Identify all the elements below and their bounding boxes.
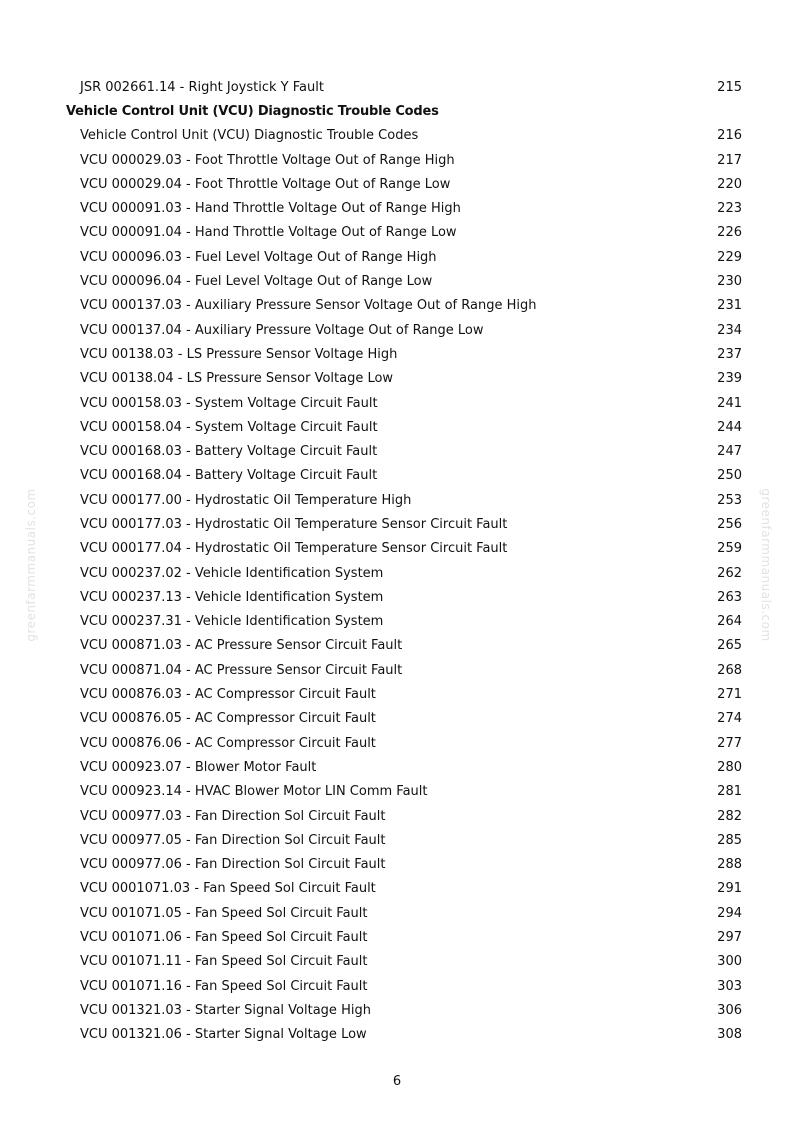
toc-entry-title: VCU 000237.13 - Vehicle Identification System (80, 589, 384, 605)
toc-entry-title: VCU 000096.04 - Fuel Level Voltage Out of Range Low (80, 274, 433, 290)
toc-entry-page: 285 (717, 832, 742, 848)
toc-entry-page: 234 (717, 322, 742, 338)
toc-entry[interactable] (66, 804, 742, 828)
toc-entry-page: 250 (717, 468, 742, 484)
toc-entry-title: VCU 000137.04 - Auxiliary Pressure Voltage Out of Range Low (80, 322, 484, 338)
toc-entry-page: 215 (717, 79, 742, 95)
toc-entry[interactable] (66, 488, 742, 512)
toc-entry[interactable] (66, 950, 742, 974)
toc-entry-title: VCU 001321.03 - Starter Signal Voltage High (80, 1002, 371, 1018)
page-number: 6 (392, 1074, 402, 1089)
toc-entry[interactable] (66, 780, 742, 804)
toc-entry-page: 259 (717, 541, 742, 557)
toc-entry-title: VCU 000177.04 - Hydrostatic Oil Temperature Sensor Circuit Fault (80, 541, 508, 557)
toc-entry-title: VCU 000168.03 - Battery Voltage Circuit Fault (80, 444, 378, 460)
toc-entry[interactable] (66, 75, 742, 99)
watermark-right: greenfarmmanuals.com (759, 488, 773, 642)
table-of-contents (66, 75, 742, 1047)
toc-entry[interactable] (66, 221, 742, 245)
toc-entry-title: VCU 000876.03 - AC Compressor Circuit Fault (80, 687, 376, 703)
toc-entry-page: 263 (717, 589, 742, 605)
toc-entry[interactable] (66, 439, 742, 463)
toc-entry-page: 303 (717, 978, 742, 994)
toc-entry-title: VCU 001071.11 - Fan Speed Sol Circuit Fault (80, 954, 368, 970)
toc-entry[interactable] (66, 245, 742, 269)
toc-entry-page: 230 (717, 274, 742, 290)
toc-entry-title: VCU 000923.14 - HVAC Blower Motor LIN Comm Fault (80, 784, 428, 800)
toc-entry-title: VCU 001071.05 - Fan Speed Sol Circuit Fault (80, 905, 368, 921)
toc-entry[interactable] (66, 925, 742, 949)
toc-entry-page: 288 (717, 857, 742, 873)
toc-entry-title: VCU 000158.04 - System Voltage Circuit Fault (80, 419, 378, 435)
toc-entry-title: VCU 000871.03 - AC Pressure Sensor Circuit Fault (80, 638, 403, 654)
toc-entry-title: VCU 001321.06 - Starter Signal Voltage Low (80, 1027, 367, 1043)
toc-entry-title: VCU 000091.04 - Hand Throttle Voltage Out of Range Low (80, 225, 457, 241)
toc-entry[interactable] (66, 124, 742, 148)
toc-entry-title: VCU 000977.03 - Fan Direction Sol Circuit Fault (80, 808, 386, 824)
toc-entry-title: VCU 00138.03 - LS Pressure Sensor Voltage High (80, 346, 398, 362)
watermark-left: greenfarmmanuals.com (24, 488, 38, 642)
toc-entry[interactable] (66, 634, 742, 658)
toc-entry-page: 265 (717, 638, 742, 654)
toc-entry-page: 280 (717, 759, 742, 775)
toc-entry[interactable] (66, 998, 742, 1022)
toc-entry-page: 262 (717, 565, 742, 581)
toc-entry-title: VCU 001071.06 - Fan Speed Sol Circuit Fault (80, 930, 368, 946)
toc-entry-title: VCU 000029.04 - Foot Throttle Voltage Out of Range Low (80, 176, 451, 192)
toc-entry[interactable] (66, 537, 742, 561)
toc-entry[interactable] (66, 464, 742, 488)
toc-entry-title: VCU 000237.02 - Vehicle Identification System (80, 565, 384, 581)
toc-entry-page: 223 (717, 201, 742, 217)
toc-entry[interactable] (66, 367, 742, 391)
toc-entry[interactable] (66, 682, 742, 706)
toc-entry[interactable] (66, 901, 742, 925)
toc-entry[interactable] (66, 415, 742, 439)
toc-entry-title: VCU 001071.16 - Fan Speed Sol Circuit Fault (80, 978, 368, 994)
toc-entry[interactable] (66, 512, 742, 536)
toc-entry[interactable] (66, 196, 742, 220)
toc-entry-title: VCU 000177.00 - Hydrostatic Oil Temperature High (80, 492, 412, 508)
toc-entry-page: 291 (717, 881, 742, 897)
toc-entry-title: VCU 000177.03 - Hydrostatic Oil Temperature Sensor Circuit Fault (80, 516, 508, 532)
toc-entry[interactable] (66, 148, 742, 172)
toc-entry[interactable] (66, 269, 742, 293)
toc-entry-page: 244 (717, 419, 742, 435)
toc-entry-title: VCU 000137.03 - Auxiliary Pressure Sensor Voltage Out of Range High (80, 298, 537, 314)
toc-entry-page: 226 (717, 225, 742, 241)
toc-entry-page: 268 (717, 662, 742, 678)
toc-entry-title: VCU 000977.05 - Fan Direction Sol Circuit Fault (80, 832, 386, 848)
toc-entry-title: Vehicle Control Unit (VCU) Diagnostic Trouble Codes (66, 103, 439, 119)
toc-entry-title: VCU 0001071.03 - Fan Speed Sol Circuit Fault (80, 881, 376, 897)
toc-entry-title: VCU 000091.03 - Hand Throttle Voltage Out of Range High (80, 201, 461, 217)
toc-entry-page: 247 (717, 444, 742, 460)
toc-entry-title: VCU 000237.31 - Vehicle Identification System (80, 614, 384, 630)
toc-entry[interactable] (66, 172, 742, 196)
toc-entry-page: 306 (717, 1002, 742, 1018)
toc-entry-title: VCU 000096.03 - Fuel Level Voltage Out of Range High (80, 249, 437, 265)
toc-entry-page: 216 (717, 128, 742, 144)
toc-entry-page: 271 (717, 687, 742, 703)
toc-entry-title: VCU 000168.04 - Battery Voltage Circuit Fault (80, 468, 378, 484)
toc-entry[interactable] (66, 707, 742, 731)
toc-entry-page: 241 (717, 395, 742, 411)
toc-entry-page: 239 (717, 371, 742, 387)
toc-entry-page: 256 (717, 516, 742, 532)
toc-entry[interactable] (66, 755, 742, 779)
toc-entry-page: 308 (717, 1027, 742, 1043)
toc-entry-page: 264 (717, 614, 742, 630)
toc-entry[interactable] (66, 731, 742, 755)
toc-entry[interactable] (66, 318, 742, 342)
toc-entry[interactable] (66, 853, 742, 877)
toc-entry[interactable] (66, 828, 742, 852)
toc-entry[interactable] (66, 610, 742, 634)
toc-entry[interactable] (66, 561, 742, 585)
toc-entry-title: VCU 000029.03 - Foot Throttle Voltage Out of Range High (80, 152, 455, 168)
toc-entry[interactable] (66, 391, 742, 415)
toc-entry-page: 217 (717, 152, 742, 168)
toc-entry-page: 297 (717, 930, 742, 946)
toc-entry-title: VCU 000158.03 - System Voltage Circuit Fault (80, 395, 378, 411)
toc-entry[interactable] (66, 585, 742, 609)
toc-entry-title: JSR 002661.14 - Right Joystick Y Fault (80, 79, 324, 95)
toc-entry-page: 274 (717, 711, 742, 727)
toc-entry[interactable] (66, 974, 742, 998)
toc-entry[interactable] (66, 1023, 742, 1047)
toc-entry-page: 281 (717, 784, 742, 800)
toc-entry-title: VCU 000871.04 - AC Pressure Sensor Circuit Fault (80, 662, 403, 678)
toc-entry-page: 282 (717, 808, 742, 824)
toc-entry-page: 231 (717, 298, 742, 314)
toc-entry-page: 253 (717, 492, 742, 508)
toc-entry-title: VCU 000977.06 - Fan Direction Sol Circuit Fault (80, 857, 386, 873)
toc-entry-page: 300 (717, 954, 742, 970)
toc-entry-title: VCU 00138.04 - LS Pressure Sensor Voltage Low (80, 371, 394, 387)
toc-entry-page: 294 (717, 905, 742, 921)
toc-section-heading[interactable] (66, 99, 742, 123)
toc-entry[interactable] (66, 294, 742, 318)
toc-entry-page: 229 (717, 249, 742, 265)
toc-entry-page: 237 (717, 346, 742, 362)
toc-entry[interactable] (66, 877, 742, 901)
toc-entry-title: VCU 000923.07 - Blower Motor Fault (80, 759, 317, 775)
toc-entry-title: VCU 000876.06 - AC Compressor Circuit Fault (80, 735, 376, 751)
toc-entry-title: VCU 000876.05 - AC Compressor Circuit Fault (80, 711, 376, 727)
toc-entry-page: 220 (717, 176, 742, 192)
toc-entry-title: Vehicle Control Unit (VCU) Diagnostic Trouble Codes (80, 128, 419, 144)
toc-entry-page: 277 (717, 735, 742, 751)
toc-entry[interactable] (66, 342, 742, 366)
toc-entry[interactable] (66, 658, 742, 682)
